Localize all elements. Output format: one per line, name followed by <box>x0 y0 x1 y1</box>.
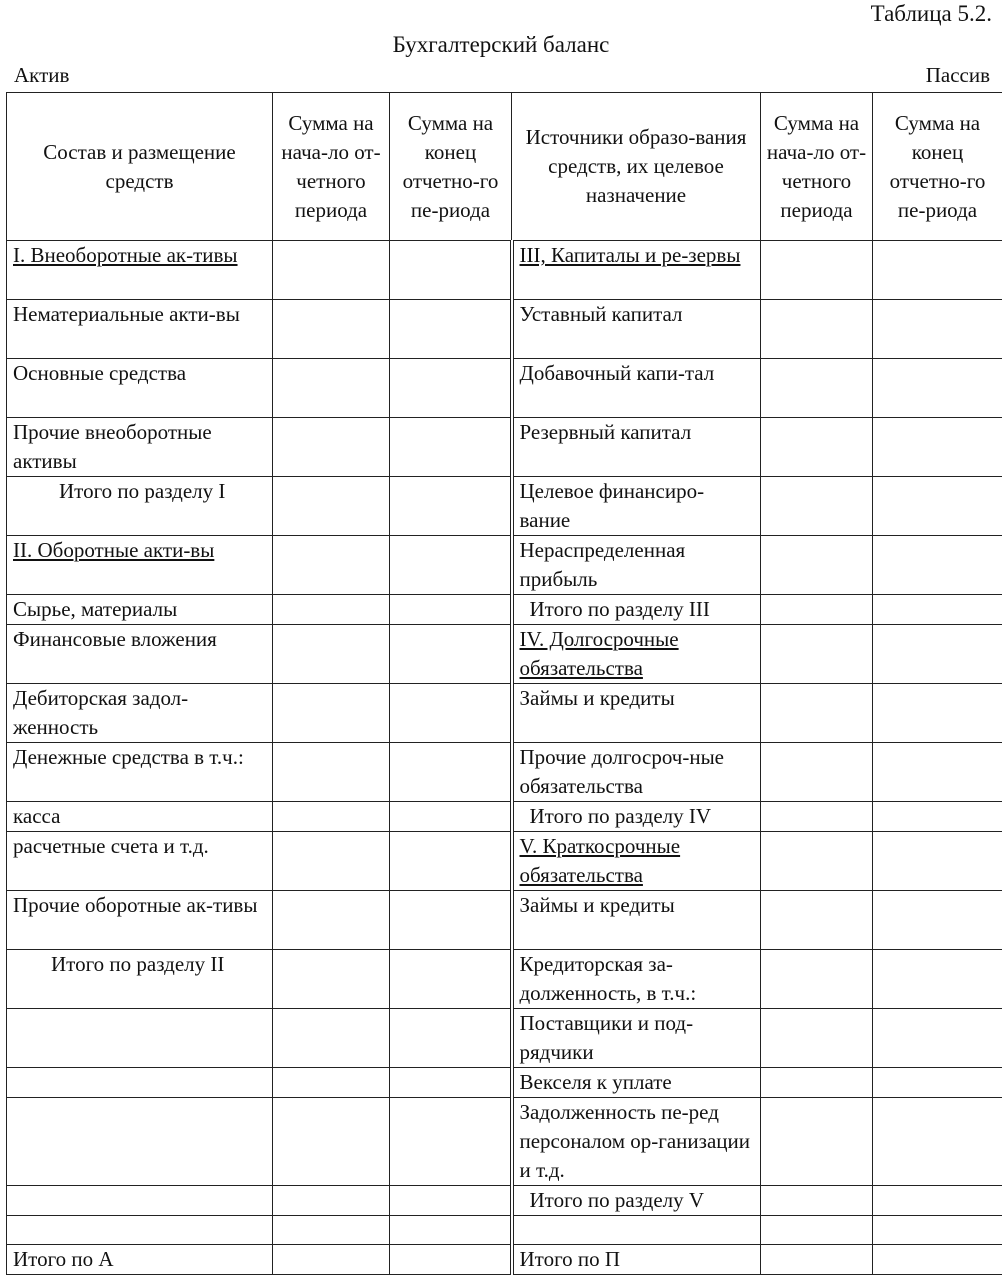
asset-label <box>7 1009 273 1068</box>
sum-cell[interactable] <box>873 241 1002 300</box>
sum-cell[interactable] <box>390 802 512 832</box>
sum-cell[interactable] <box>390 1186 512 1216</box>
liability-label: Займы и кредиты <box>512 684 761 743</box>
sum-cell[interactable] <box>761 891 873 950</box>
sum-cell[interactable] <box>273 684 390 743</box>
asset-label: расчетные счета и т.д. <box>7 832 273 891</box>
table-row <box>7 625 1002 684</box>
sum-cell[interactable] <box>390 1009 512 1068</box>
sum-cell[interactable] <box>761 1216 873 1245</box>
header-sum-end-assets: Сумма на конец отчетно-го пе-риода <box>390 93 512 241</box>
sum-cell[interactable] <box>873 684 1002 743</box>
asset-label: Денежные средства в т.ч.: <box>7 743 273 802</box>
sum-cell[interactable] <box>761 477 873 536</box>
sum-cell[interactable] <box>390 1098 512 1186</box>
sum-cell[interactable] <box>761 595 873 625</box>
liability-label <box>512 1216 761 1245</box>
table-row <box>7 832 1002 891</box>
table-row <box>7 1009 1002 1068</box>
liability-label: Резервный капитал <box>512 418 761 477</box>
sum-cell[interactable] <box>761 1245 873 1275</box>
sum-cell[interactable] <box>390 359 512 418</box>
sum-cell[interactable] <box>390 418 512 477</box>
asset-label <box>7 1068 273 1098</box>
sum-cell[interactable] <box>390 832 512 891</box>
sum-cell[interactable] <box>873 1216 1002 1245</box>
table-row <box>7 950 1002 1009</box>
sum-cell[interactable] <box>390 891 512 950</box>
header-row <box>7 93 1002 241</box>
sum-cell[interactable] <box>273 536 390 595</box>
asset-label: Прочие внеоборотные активы <box>7 418 273 477</box>
table-row <box>7 1068 1002 1098</box>
sum-cell[interactable] <box>873 891 1002 950</box>
liability-label: Векселя к уплате <box>512 1068 761 1098</box>
sum-cell[interactable] <box>273 1098 390 1186</box>
asset-label <box>7 1216 273 1245</box>
liability-label: Уставный капитал <box>512 300 761 359</box>
sum-cell[interactable] <box>390 595 512 625</box>
header-asset-name: Состав и размещение средств <box>7 93 273 241</box>
sum-cell[interactable] <box>873 832 1002 891</box>
table-row <box>7 359 1002 418</box>
sum-cell[interactable] <box>873 1098 1002 1186</box>
side-label-liabilities: Пассив <box>926 62 990 88</box>
sum-cell[interactable] <box>873 1245 1002 1275</box>
sum-cell[interactable] <box>761 832 873 891</box>
table-row <box>7 1186 1002 1216</box>
sum-cell[interactable] <box>761 950 873 1009</box>
sum-cell[interactable] <box>273 891 390 950</box>
sum-cell[interactable] <box>273 359 390 418</box>
liability-label: Поставщики и под-рядчики <box>512 1009 761 1068</box>
sum-cell[interactable] <box>273 241 390 300</box>
sum-cell[interactable] <box>761 802 873 832</box>
sum-cell[interactable] <box>873 595 1002 625</box>
table-row <box>7 1098 1002 1186</box>
sum-cell[interactable] <box>273 418 390 477</box>
sum-cell[interactable] <box>873 625 1002 684</box>
liability-label: Займы и кредиты <box>512 891 761 950</box>
liability-label: Задолженность пе-ред персоналом ор-ганизации и т.д. <box>512 1098 761 1186</box>
header-sum-end-liabilities: Сумма на конец отчетно-го пе-риода <box>873 93 1002 241</box>
sum-cell[interactable] <box>873 300 1002 359</box>
asset-label: Сырье, материалы <box>7 595 273 625</box>
liability-label: Кредиторская за-долженность, в т.ч.: <box>512 950 761 1009</box>
asset-label: Финансовые вложения <box>7 625 273 684</box>
liability-label: Целевое финансиро-вание <box>512 477 761 536</box>
sum-cell[interactable] <box>761 1098 873 1186</box>
subtotal-label: Итого по разделу IV <box>512 802 761 832</box>
sum-cell[interactable] <box>873 1186 1002 1216</box>
section-heading-capital-reserves: III, Капиталы и ре-зервы <box>512 241 761 300</box>
sum-cell[interactable] <box>390 1068 512 1098</box>
section-heading-long-term-liabilities: IV. Долгосрочные обязательства <box>512 625 761 684</box>
sum-cell[interactable] <box>761 684 873 743</box>
sum-cell[interactable] <box>273 300 390 359</box>
sum-cell[interactable] <box>761 241 873 300</box>
sum-cell[interactable] <box>390 241 512 300</box>
table-row <box>7 1216 1002 1245</box>
sum-cell[interactable] <box>873 477 1002 536</box>
sum-cell[interactable] <box>273 1009 390 1068</box>
liability-label: Прочие долгосроч-ные обязательства <box>512 743 761 802</box>
sum-cell[interactable] <box>873 743 1002 802</box>
asset-label: касса <box>7 802 273 832</box>
sum-cell[interactable] <box>873 1009 1002 1068</box>
sum-cell[interactable] <box>273 1245 390 1275</box>
subtotal-label: Итого по разделу V <box>512 1186 761 1216</box>
grand-total-liabilities: Итого по П <box>512 1245 761 1275</box>
asset-label: Прочие оборотные ак-тивы <box>7 891 273 950</box>
table-row <box>7 1245 1002 1275</box>
sum-cell[interactable] <box>273 625 390 684</box>
grand-total-assets: Итого по А <box>7 1245 273 1275</box>
asset-label: Дебиторская задол-женность <box>7 684 273 743</box>
sum-cell[interactable] <box>273 1216 390 1245</box>
subtotal-label: Итого по разделу I <box>7 477 273 536</box>
sum-cell[interactable] <box>273 1186 390 1216</box>
section-heading-noncurrent-assets: I. Внеоборотные ак-тивы <box>7 241 273 300</box>
sum-cell[interactable] <box>273 802 390 832</box>
sum-cell[interactable] <box>390 684 512 743</box>
balance-table <box>6 92 1002 1275</box>
header-sum-start-liabilities: Сумма на нача-ло от-четного периода <box>761 93 873 241</box>
sum-cell[interactable] <box>761 1009 873 1068</box>
document-title: Бухгалтерский баланс <box>0 30 1002 60</box>
sum-cell[interactable] <box>761 359 873 418</box>
header-sum-start-assets: Сумма на нача-ло от-четного периода <box>273 93 390 241</box>
sum-cell[interactable] <box>761 625 873 684</box>
sum-cell[interactable] <box>273 477 390 536</box>
sum-cell[interactable] <box>761 1186 873 1216</box>
table-row <box>7 536 1002 595</box>
sum-cell[interactable] <box>873 802 1002 832</box>
section-heading-short-term-liabilities: V. Краткосрочные обязательства <box>512 832 761 891</box>
asset-label: Нематериальные акти-вы <box>7 300 273 359</box>
table-row <box>7 684 1002 743</box>
sum-cell[interactable] <box>761 536 873 595</box>
sum-cell[interactable] <box>390 743 512 802</box>
table-row <box>7 241 1002 300</box>
side-label-assets: Актив <box>14 62 69 88</box>
table-row <box>7 595 1002 625</box>
sum-cell[interactable] <box>390 477 512 536</box>
sum-cell[interactable] <box>273 595 390 625</box>
liability-label: Нераспределенная прибыль <box>512 536 761 595</box>
table-number: Таблица 5.2. <box>871 0 992 28</box>
sum-cell[interactable] <box>873 950 1002 1009</box>
sum-cell[interactable] <box>273 950 390 1009</box>
asset-label <box>7 1186 273 1216</box>
sum-cell[interactable] <box>273 832 390 891</box>
table-row <box>7 418 1002 477</box>
subtotal-label: Итого по разделу III <box>512 595 761 625</box>
sum-cell[interactable] <box>873 359 1002 418</box>
table-row <box>7 477 1002 536</box>
subtotal-label: Итого по разделу II <box>7 950 273 1009</box>
sum-cell[interactable] <box>761 300 873 359</box>
header-liability-name: Источники образо-вания средств, их целевое назначение <box>512 93 761 241</box>
table-row <box>7 300 1002 359</box>
sum-cell[interactable] <box>873 536 1002 595</box>
table-row <box>7 743 1002 802</box>
sum-cell[interactable] <box>390 1216 512 1245</box>
asset-label <box>7 1098 273 1186</box>
asset-label: Основные средства <box>7 359 273 418</box>
sum-cell[interactable] <box>873 1068 1002 1098</box>
section-heading-current-assets: II. Оборотные акти-вы <box>7 536 273 595</box>
sum-cell[interactable] <box>390 625 512 684</box>
liability-label: Добавочный капи-тал <box>512 359 761 418</box>
sum-cell[interactable] <box>761 418 873 477</box>
sum-cell[interactable] <box>873 418 1002 477</box>
sum-cell[interactable] <box>761 1068 873 1098</box>
sum-cell[interactable] <box>273 743 390 802</box>
sum-cell[interactable] <box>390 1245 512 1275</box>
sum-cell[interactable] <box>390 950 512 1009</box>
sum-cell[interactable] <box>390 300 512 359</box>
table-row <box>7 891 1002 950</box>
sum-cell[interactable] <box>761 743 873 802</box>
table-row <box>7 802 1002 832</box>
sum-cell[interactable] <box>390 536 512 595</box>
sum-cell[interactable] <box>273 1068 390 1098</box>
